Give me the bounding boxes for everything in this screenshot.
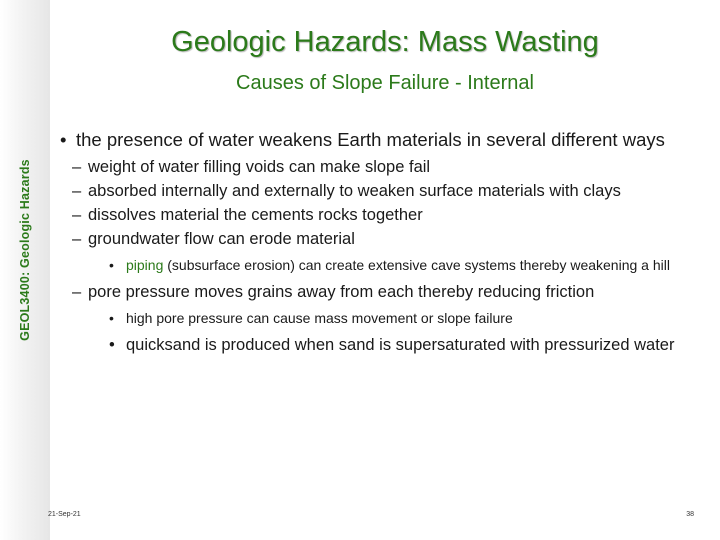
sidebar [0,0,50,540]
slide-content [50,128,690,357]
dash-marker: – [72,158,82,176]
dash-marker: – [72,206,82,224]
dash-marker: – [72,230,82,248]
bullet-text: the presence of water weakens Earth materials in several different ways [76,129,665,150]
subbullet-text: weight of water filling voids can make slope fail [88,158,431,176]
bullet-marker: • [109,310,114,326]
subbullet-text: absorbed internally and externally to weaken surface materials with clays [88,182,621,200]
tertiary-quicksand [109,333,690,357]
dash-marker: – [72,182,82,200]
bullet-marker: • [60,129,67,150]
tertiary-text: high pore pressure can cause mass movement or slope failure [126,310,513,326]
subbullet-dissolves [72,203,690,227]
subbullet-groundwater [72,227,690,251]
footer-date: 21-Sep-21 [48,511,81,518]
bullet-water-weakens [60,128,690,151]
subbullet-text: dissolves material the cements rocks together [88,206,423,224]
page-subtitle: Causes of Slope Failure - Internal [236,72,534,94]
tertiary-text: quicksand is produced when sand is supersaturated with pressurized water [126,336,675,354]
page-number: 38 [686,511,694,518]
course-label: GEOL3400: Geologic Hazards [18,159,32,341]
subbullet-absorbed [72,179,690,203]
subbullet-weight [72,155,690,179]
subbullet-pore-pressure [72,280,690,304]
dash-marker: – [72,283,82,301]
subbullet-text: pore pressure moves grains away from each thereby reducing friction [88,283,595,301]
subbullet-text: groundwater flow can erode material [88,230,355,248]
tertiary-high-pore-pressure [109,310,690,327]
bullet-marker: • [109,257,114,273]
tertiary-text: (subsurface erosion) can create extensive cave systems thereby weakening a hill [163,257,670,273]
tertiary-piping [109,257,690,274]
page-title: Geologic Hazards: Mass Wasting [171,26,599,58]
piping-term: piping [126,257,164,273]
bullet-marker: • [109,336,115,354]
